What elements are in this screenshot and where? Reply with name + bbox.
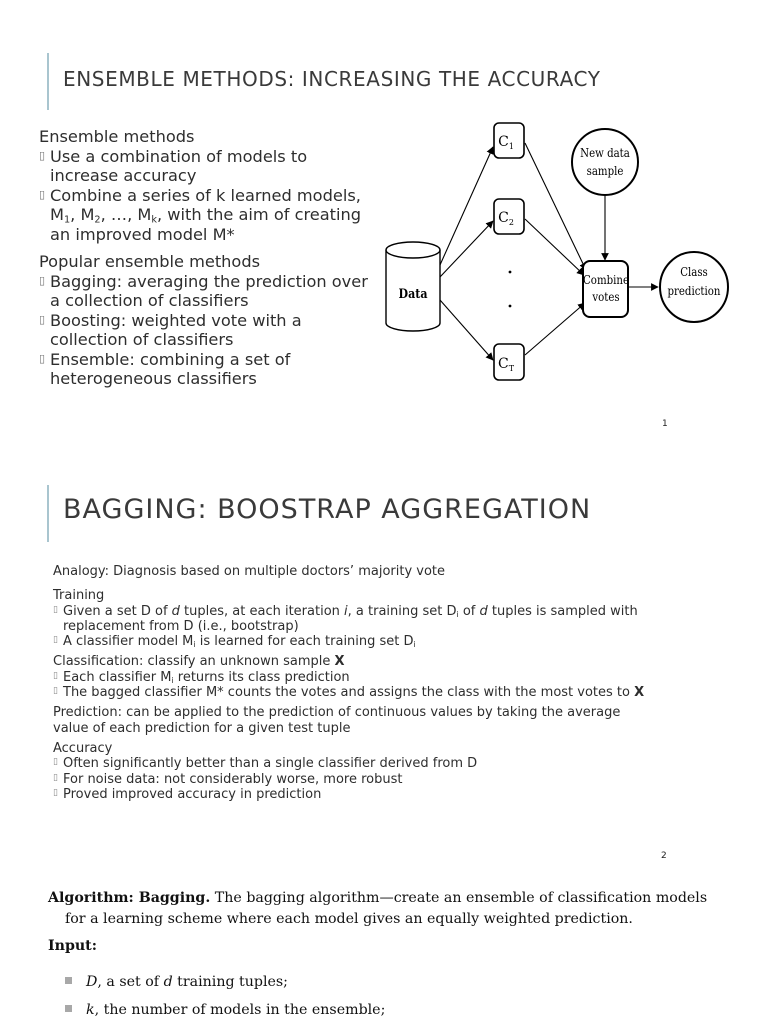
prediction-group <box>53 705 653 736</box>
bullet-item: ▯ Given a set D of d tuples, at each iteration i, a training set $D_i$ of d tuples is sampled with replacement from D (i.e., bootstrap) <box>53 603 638 634</box>
analogy-group <box>53 564 693 579</box>
input-item: k, the number of models in the ensemble; <box>65 1002 385 1018</box>
svg-text:Class: Class <box>680 265 708 280</box>
bullet-item: ▯ Proved improved accuracy in prediction <box>53 786 322 802</box>
ellipsis-dot <box>509 305 512 308</box>
svg-text:CT: $C_T$ <box>497 356 515 373</box>
bullet-item: ▯ For noise data: not considerably worse, more robust <box>53 771 403 787</box>
bullet-icon: ▯ <box>53 772 58 783</box>
accuracy-group <box>53 741 693 802</box>
svg-text:Combine: Combine <box>583 273 629 288</box>
bullet-icon: ▯ <box>53 670 58 681</box>
svg-text:New data: New data <box>580 146 630 161</box>
classifier-c2 <box>494 199 524 234</box>
combine-votes-node <box>583 261 629 317</box>
group-heading: Training <box>53 588 105 604</box>
slide2-title-accent <box>47 485 49 542</box>
bullet-icon: ▯ <box>39 148 46 162</box>
slide1-page-number: 1 <box>662 419 668 429</box>
bullet-icon: ▯ <box>39 273 46 287</box>
bullet-icon: ▯ <box>53 604 58 615</box>
bullet-icon: ▯ <box>53 787 58 798</box>
bullet-icon: ▯ <box>53 686 58 697</box>
analogy-text: Analogy: Diagnosis based on multiple doctors’ majority vote <box>53 564 446 579</box>
bullet-icon: ▯ <box>39 312 46 326</box>
arrow-data-ct <box>440 300 493 360</box>
slide2-body <box>53 564 693 807</box>
input-heading: Input: <box>48 938 97 954</box>
slide2-title: BAGGING: BOOSTRAP AGGREGATION <box>63 494 592 525</box>
group-heading: Classification: classify an unknown sample X <box>53 654 345 670</box>
data-label: Data <box>398 286 428 302</box>
group-heading: Accuracy <box>53 740 113 756</box>
bullet-icon: ▯ <box>53 757 58 768</box>
svg-text:C2: $C_2$ <box>498 210 514 227</box>
slide1-title-accent <box>47 53 49 110</box>
bullet-item: ▯ Bagging: averaging the prediction over a collection of classifiers <box>39 271 368 310</box>
training-group <box>53 588 693 649</box>
svg-text:sample: sample <box>586 164 624 179</box>
ellipsis-dot <box>509 271 512 274</box>
bullet-icon: ▯ <box>39 351 46 365</box>
slide1-title: ENSEMBLE METHODS: INCREASING THE ACCURACY <box>63 67 601 91</box>
input-item: D, a set of d training tuples; <box>65 974 288 990</box>
svg-text:C1: $C_1$ <box>498 134 514 151</box>
bullet-icon: ▯ <box>39 187 46 201</box>
algorithm-header: Algorithm: Bagging. The bagging algorithm—create an ensemble of classification models <box>48 890 708 906</box>
class-prediction-node <box>660 252 728 322</box>
bullet-item: ▯ The bagged classifier M* counts the votes and assigns the class with the most votes to X <box>53 685 645 701</box>
classifier-c1 <box>494 123 524 158</box>
prediction-text: Prediction: can be applied to the prediction of continuous values by taking the average value of each prediction for a given test tuple <box>53 705 621 736</box>
data-cylinder <box>386 242 440 331</box>
arrow-ct-combine <box>525 303 585 355</box>
arrow-data-c1 <box>440 147 493 265</box>
svg-text:prediction: prediction <box>667 284 721 299</box>
ensemble-diagram <box>380 115 735 395</box>
bullet-item: ▯ Ensemble: combining a set of heterogeneous classifiers <box>39 349 291 388</box>
bullet-item: ▯ Combine a series of k learned models, $M_1$, $M_2$, …, $M_k$, with the aim of creating an improved model M* <box>39 185 362 244</box>
classification-group <box>53 654 693 700</box>
bullet-icon: ▯ <box>53 635 58 646</box>
bullet-item: ▯ A classifier model $M_i$ is learned for each training set $D_i$ <box>53 634 416 650</box>
bullet-item: ▯ Use a combination of models to increase accuracy <box>39 146 308 185</box>
slide2-page-number: 2 <box>661 851 667 861</box>
square-bullet-icon <box>65 1005 72 1012</box>
bullet-item: ▯ Often significantly better than a single classifier derived from D <box>53 756 478 772</box>
svg-text:votes: votes <box>592 290 620 305</box>
popular-methods-group <box>39 252 374 389</box>
bullet-item: ▯ Each classifier $M_i$ returns its class prediction <box>53 669 350 685</box>
ensemble-methods-group <box>39 127 374 244</box>
group-heading: Ensemble methods <box>39 127 195 146</box>
bullet-item: ▯ Boosting: weighted vote with a collection of classifiers <box>39 310 302 349</box>
algorithm-desc: for a learning scheme where each model gives an equally weighted prediction. <box>65 911 633 927</box>
group-heading: Popular ensemble methods <box>39 252 261 271</box>
new-data-sample-node <box>572 129 638 195</box>
square-bullet-icon <box>65 977 72 984</box>
slide1-body <box>39 127 374 397</box>
arrow-data-c2 <box>440 221 493 277</box>
classifier-ct <box>494 344 524 380</box>
